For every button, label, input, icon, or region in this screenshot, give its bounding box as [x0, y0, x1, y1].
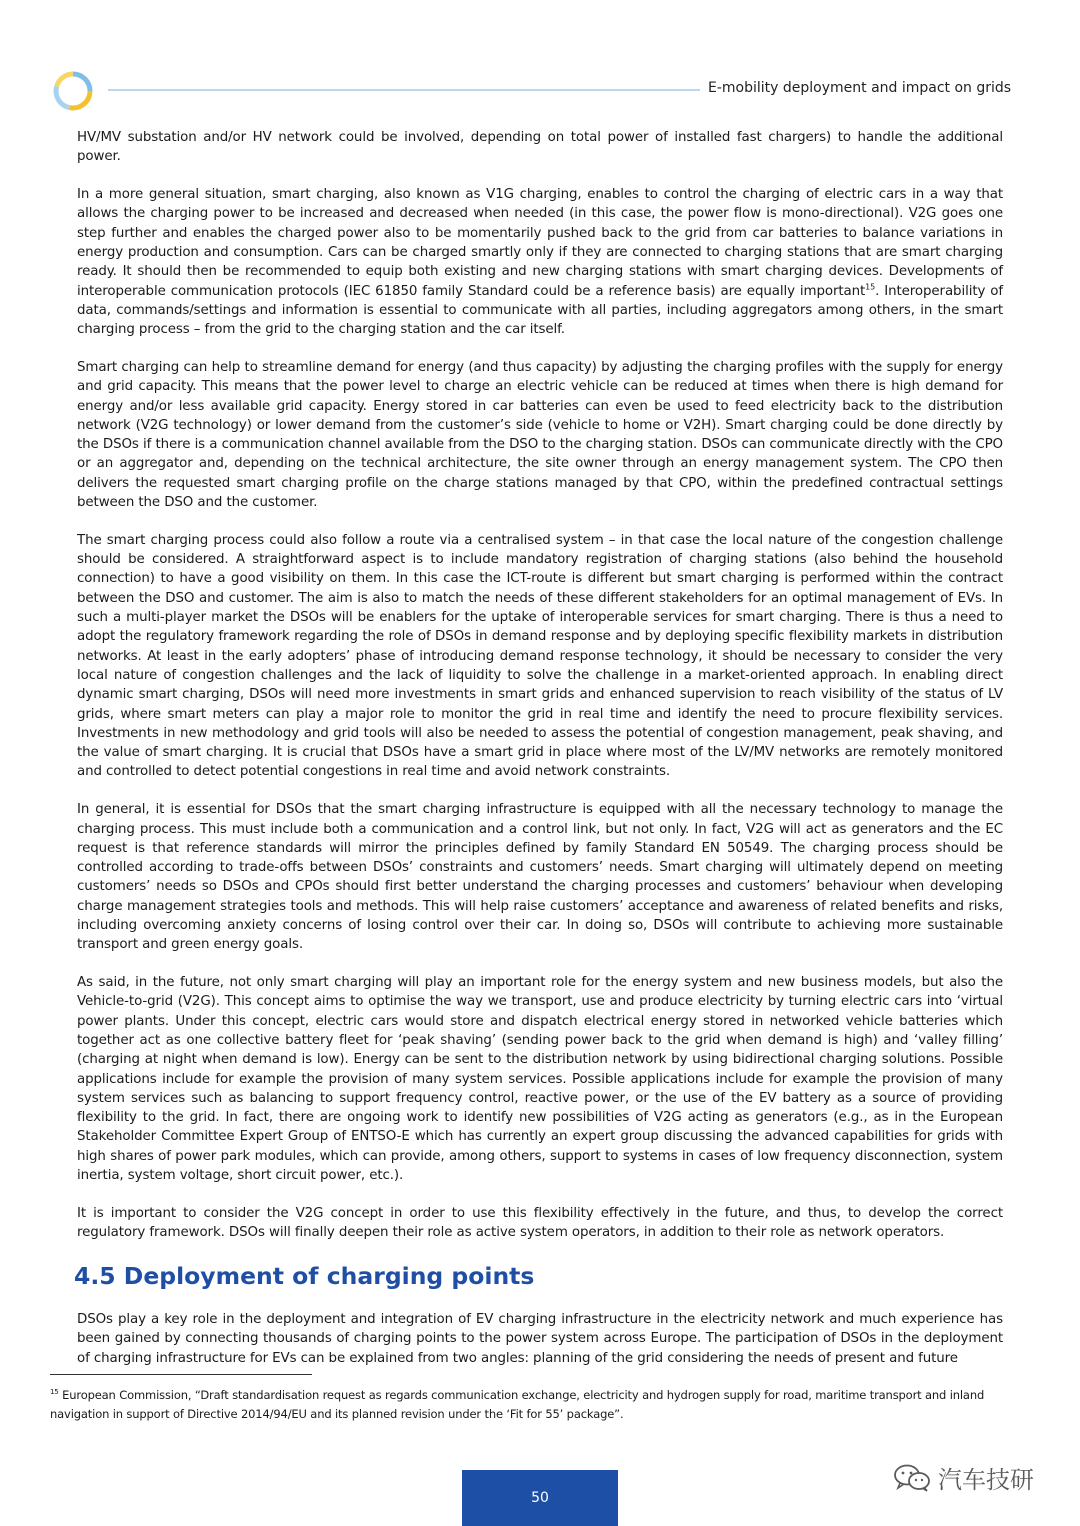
paragraph: HV/MV substation and/or HV network could be involved, depending on total power of installed fast chargers) to handle the additional power.	[77, 130, 1003, 165]
paragraph: Smart charging can help to streamline demand for energy (and thus capacity) by adjusting the charging profiles with the supply for energy and grid capacity. This means that the power level to charge an electric vehicle can be reduced at times when there is high demand for energy and/or less available grid capacity. Energy stored in car batteries can even be used to feed electricity back to the distribution network (V2G technology) or lower demand from the customer’s side (vehicle to home or V2H). Smart charging could be done directly by the DSOs if there is a communication channel available from the DSO to the charging station. DSOs can communicate directly with the CPO or an aggregator and, depending on the technical architecture, the site owner through an energy management system. The CPO then delivers the requested smart charging profile on the charge stations managed by that CPO, within the predefined contractual settings between the DSO and the customer.	[77, 359, 1003, 511]
document-body	[74, 128, 1003, 1386]
paragraph: It is important to consider the V2G concept in order to use this flexibility effectively in the future, and thus, to develop the correct regulatory framework. DSOs will finally deepen their role as active system operators, in addition to their role as network operators.	[77, 1205, 1003, 1241]
footnote	[50, 1386, 1035, 1423]
paragraph	[77, 185, 1003, 339]
ring-logo-icon	[50, 68, 96, 114]
running-header-title: E-mobility deployment and impact on grids	[708, 80, 1012, 96]
footnote-rule	[50, 1374, 312, 1375]
section-heading: 4.5 Deployment of charging points	[74, 1261, 535, 1290]
paragraph: In general, it is essential for DSOs that the smart charging infrastructure is equipped with all the necessary technology to manage the charging process. This must include both a communication and a control link, but not only. In fact, V2G will act as generators and the EC request is that reference standards will mirror the principles defined by family Standard EN 50549. The charging process should be controlled according to trade-offs between DSOs’ constraints and customers’ needs. Smart charging will ultimately depend on meeting customers’ needs so DSOs and CPOs should first better understand the charging processes and customers’ behaviour when developing charge management strategies tools and methods. This will help raise customers’ acceptance and awareness of related benefits and risks, including overcoming anxiety concerns of losing control over their car. In doing so, DSOs will contribute to achieving more sustainable transport and green energy goals.	[77, 802, 1003, 953]
paragraph: The smart charging process could also follow a route via a centralised system – in that case the local nature of the congestion challenge should be considered. A straightforward aspect is to include mandatory registration of charging stations (also behind the household connection) to have a good visibility on them. In this case the ICT-route is different but smart charging is performed within the contract between the DSO and customer. The aim is also to match the needs of these different stakeholders for an optimal management of EVs. In such a multi-player market the DSOs will be enablers for the uptake of interoperable services for smart charging. There is thus a need to adopt the regulatory framework regarding the role of DSOs in demand response and by deploying specific flexibility markets in distribution networks. At least in the early adopters’ phase of introducing demand response technology, it should be necessary to consider the very local nature of congestion challenges and the lack of liquidity to solve the challenge in a market-oriented approach. In enabling direct dynamic smart charging, DSOs will need more investments in smart grids and enhanced supervision to reach visibility of the status of LV grids, where smart meters can play a major role to monitor the grid in real time and identify the need to procure flexibility services. Investments in new methodology and grid tools will also be needed to assess the potential of congestion management, peak shaving, and the value of smart charging. It is crucial that DSOs have a smart grid in place where most of the LV/MV networks are remotely monitored and controlled to detect potential congestions in real time and avoid network constraints.	[77, 532, 1003, 780]
watermark	[892, 1460, 1034, 1495]
paragraph-text: In a more general situation, smart charging, also known as V1G charging, enables to control the charging of electric cars in a way that allows the charging power to be increased and decreased when needed (in this case, the power flow is mono-directional). V2G goes one step further and enables the charged power also to be momentarily pushed back to the grid from car batteries to balance variations in energy production and consumption. Cars can be charged smartly only if they are connected to charging stations that are smart charging ready. It should then be recommended to equip both existing and new charging stations with smart charging devices. Developments of interoperable communication protocols (IEC 61850 family Standard could be a reference basis) are equally important	[77, 187, 1003, 299]
paragraph-text: . Interoperability of data, commands/settings and information is essential to communicate with all parties, including aggregators among others, in the smart charging process – from the grid to the charging station and the car itself.	[77, 283, 1003, 338]
footnote-text: European Commission, “Draft standardisation request as regards communication exchange, electricity and hydrogen supply for road, maritime transport and inland navigation in support of Directive 2014/94/EU and its planned revision under the ‘Fit for 55’ package”.	[50, 1388, 985, 1421]
wechat-icon	[892, 1463, 932, 1493]
paragraph: DSOs play a key role in the deployment and integration of EV charging infrastructure in the electricity network and much experience has been gained by connecting thousands of charging points to the power system across Europe. The participation of DSOs in the deployment of charging infrastructure for EVs can be explained from two angles: planning of the grid considering the needs of present and future	[77, 1311, 1003, 1366]
paragraph: As said, in the future, not only smart charging will play an important role for the energy system and new business models, but also the Vehicle-to-grid (V2G). This concept aims to optimise the way we transport, use and produce electricity by turning electric cars into ‘virtual power plants. Under this concept, electric cars would store and dispatch electrical energy stored in networked vehicle batteries which together act as one collective battery fleet for ‘peak shaving’ (sending power back to the grid when demand is high) and ‘valley filling’ (charging at night when demand is low). Energy can be sent to the distribution network by using bidirectional charging solutions. Possible applications include for example the provision of many system services. Possible applications include for example the provision of many system services such as balancing to support frequency control, reactive power, or the use of the EV battery as a source of providing flexibility to the grid. In fact, there are ongoing work to identify new possibilities of V2G acting as generators (e.g., as in the European Stakeholder Committee Expert Group of ENTSO-E which has currently an expert group discussing the advanced capabilities for grids with high shares of power park modules, which can provide, among others, support to systems in cases of low frequency disconnection, system inertia, system voltage, short circuit power, etc.).	[77, 975, 1003, 1184]
header-rule	[108, 89, 700, 91]
watermark-text: 汽车技研	[938, 1466, 1034, 1494]
page-number-label: 50	[531, 1490, 549, 1506]
footnote-number: 15	[50, 1388, 59, 1397]
page-number	[462, 1470, 618, 1526]
footnote-reference[interactable]: 15	[865, 282, 876, 292]
